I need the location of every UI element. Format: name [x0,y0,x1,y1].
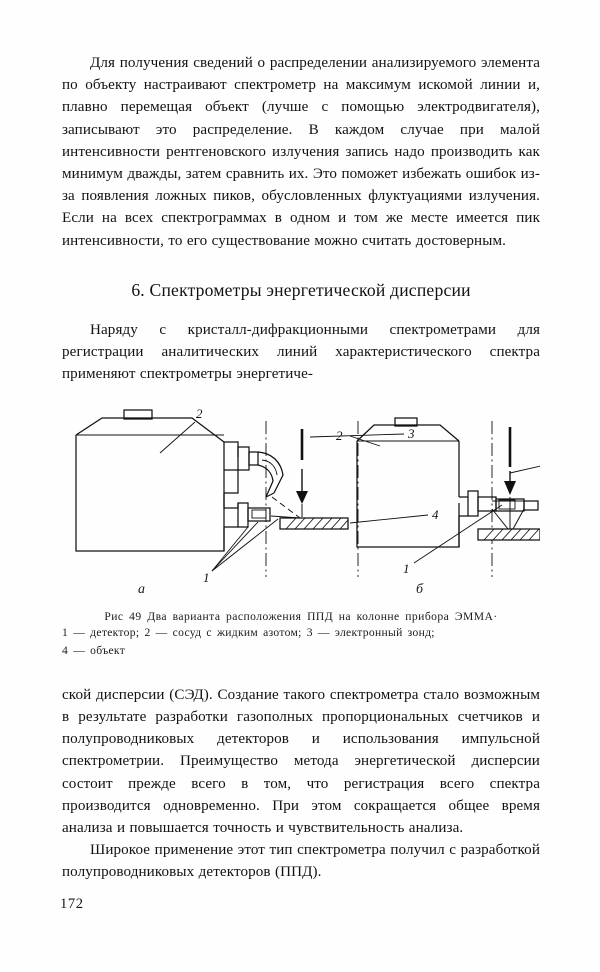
spacer [62,302,540,319]
left-dewar-vessel [76,410,224,551]
left-callout-3: 3 [408,426,415,442]
spacer [62,252,540,278]
figure-panel-labels [62,583,540,603]
right-specimen [478,529,540,540]
panel-label-b: б [416,582,424,598]
paragraph-4: Широкое применение этот тип спектрометра получил с разработкой полупроводниковых детекторов (ППД). [62,842,540,881]
figure-49 [62,405,540,657]
left-callout-2: 2 [196,406,203,422]
right-callout-1: 1 [403,561,410,577]
panel-label-a: а [138,582,145,598]
left-beam-paths [271,497,302,518]
paragraph-2: Наряду с кристалл-дифракционными спектрометрами для регистрации аналитических линий характеристического спектра применяют спектрометры энергетиче- [62,321,540,383]
figure-drawing [62,405,540,583]
left-dewar-mid-step [224,470,238,508]
left-callout-4: 4 [432,507,439,523]
section-heading: 6. Спектрометры энергетической дисперсии [131,279,471,300]
left-callout-1: 1 [203,570,210,584]
right-beam-paths [492,509,524,529]
figure-caption: Рис 49 Два варианта расположения ППД на колонне прибора ЭММА· [104,610,498,624]
left-electron-probe [296,429,308,504]
left-detector-upper-port [224,442,258,470]
page-number: 172 [60,896,84,912]
left-detector-chip [252,510,266,518]
figure-legend-line-1: 1 — детектор; 2 — сосуд с жидким азотом; 3 — электронный зонд; [62,626,435,640]
paragraph-3: ской дисперсии (СЭД). Создание такого спектрометра стало возможным в результате разработки газополных пропорциональных счетчиков и полупроводниковых детекторов и использования импульсной спектрометрии. Преимущество метода энергетической дисперсии состоит прежде всего в том, что регистрация всего спектра производится одновременно. При этом сокращается общее время анализа и повышается точность и чувствительность анализа. [62,686,540,837]
right-callout-2: 2 [336,428,343,444]
page-content [62,52,540,884]
left-detector-bent-snout [258,452,283,497]
spacer [62,658,540,684]
right-electron-probe [492,427,524,529]
paragraph-1: Для получения сведений о распределении анализируемого элемента по объекту настраивают спектрометр на максимум искомой линии и, плавно перемещая объект (лучше с помощью электродвигателя), записывают это распределение. В каждом случае при малой интенсивности рентгеновского излучения запись надо производить как минимум дважды, затем сравнить их. Это поможет избежать ошибок из-за появления ложных пиков, обусловленных флуктуациями излучения. Если на всех спектрограммах в одном и том же месте имеется пик интенсивности, то его существование можно считать достоверным. [62,55,540,249]
left-axis-lines [266,421,358,577]
figure-legend-line-2: 4 — объект [62,643,126,657]
left-callout-leaders [160,422,428,571]
figure-49-svg [62,405,540,583]
left-specimen [280,518,348,529]
